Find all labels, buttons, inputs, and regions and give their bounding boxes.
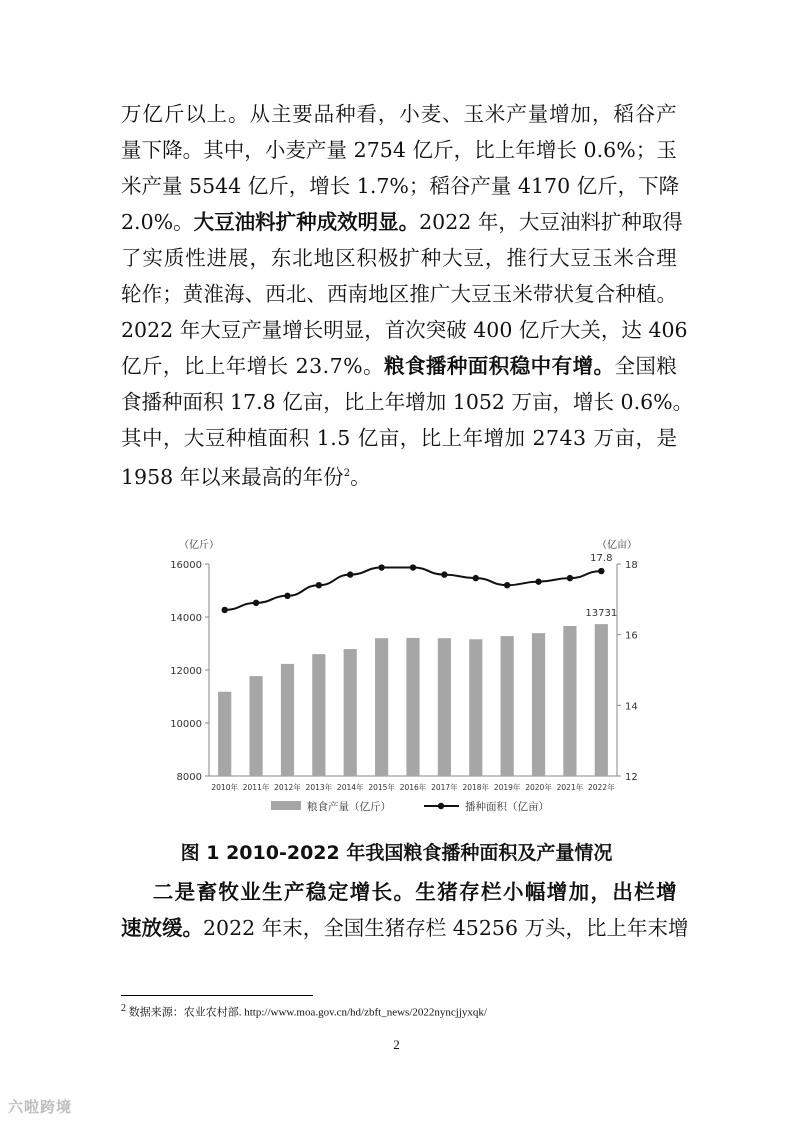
text-line: 速 放 缓 。 2 0 2 2 年 末 ， 全 国 生 猪 存 栏 4 5 2 5 6 万 头 ， 比 上 年 末 增	[121, 916, 689, 940]
grain-chart	[159, 534, 639, 834]
left-axis-unit: （亿斤）	[179, 540, 219, 551]
text-line: 万 亿 斤 以 上 。 从 主 要 品 种 看 ， 小 麦 、 玉 米 产 量 增 加 ， 稻 谷 产	[121, 102, 677, 126]
bar	[249, 676, 262, 776]
left-tick-label: 14000	[170, 613, 202, 624]
text-line: 轮 作 ； 黄 淮 海 、 西 北 、 西 南 地 区 推 广 大 豆 玉 米 带 状 复 合 种 植 。	[121, 282, 677, 306]
paragraph-text: 1958 年以来最高的年份	[121, 464, 344, 489]
x-tick-label: 2017年	[431, 783, 458, 792]
line-point	[253, 600, 259, 606]
bar	[469, 639, 482, 776]
legend-label-bar: 粮食产量（亿斤）	[307, 801, 391, 813]
right-tick-label: 18	[625, 560, 638, 571]
bar	[312, 654, 325, 776]
footnote-ref: 2	[343, 468, 351, 479]
text-line: 2 0 2 2 年 大 豆 产 量 增 长 明 显 ， 首 次 突 破 4 0 0 亿 斤 大 关 ， 达 4 0 6	[121, 318, 688, 342]
x-tick-label: 2021年	[556, 783, 584, 792]
footnote	[121, 1003, 487, 1020]
body-paragraph-1	[121, 96, 694, 456]
x-tick-label: 2012年	[274, 783, 301, 792]
legend-swatch-bar	[271, 801, 301, 810]
chart-line	[221, 564, 604, 613]
bar	[532, 633, 545, 776]
x-tick-label: 2019年	[493, 783, 521, 792]
x-tick-label: 2018年	[462, 783, 490, 792]
left-tick-label: 16000	[170, 560, 202, 571]
left-tick-label: 8000	[176, 772, 202, 783]
chart-labels	[585, 553, 617, 619]
legend-marker-line	[438, 803, 444, 809]
x-tick-label: 2011年	[242, 783, 270, 792]
right-tick-label: 16	[625, 630, 638, 642]
line-point	[598, 568, 604, 574]
line-point	[347, 571, 353, 577]
line-point	[504, 582, 510, 588]
footnote-number: 2	[121, 1003, 126, 1014]
bar	[501, 636, 514, 776]
bar	[563, 626, 576, 776]
body-paragraph-2	[121, 874, 689, 946]
watermark-logo: 六啦跨境	[8, 1098, 73, 1116]
line-point	[410, 564, 416, 570]
bar-data-label: 13731	[585, 608, 618, 620]
line-point	[473, 575, 479, 581]
right-axis-unit: （亿亩）	[597, 540, 637, 551]
bar	[438, 638, 451, 776]
x-tick-label: 2010年	[211, 783, 238, 792]
bar	[375, 638, 388, 776]
right-tick-label: 12	[625, 772, 638, 783]
page-number: 2	[393, 1037, 400, 1052]
line-point	[378, 564, 384, 570]
x-tick-label: 2014年	[336, 783, 364, 792]
right-tick-label: 14	[625, 701, 638, 713]
bar	[595, 624, 608, 776]
legend-label-line: 播种面积（亿亩）	[465, 801, 549, 813]
x-tick-label: 2015年	[368, 783, 395, 792]
bar	[344, 649, 357, 776]
text-line: 食 播 种 面 积 1 7 . 8 亿 亩 ， 比 上 年 增 加 1 0 5 2 万 亩 ， 增 长 0 . 6 % 。	[121, 390, 694, 414]
footnote-text: 数据来源：农业农村部. http://www.moa.gov.cn/hd/zbft_news/2022nyncjjyxqk/	[128, 1006, 487, 1019]
bar	[406, 638, 419, 776]
line-point	[441, 571, 447, 577]
figure-caption: 图 1 2010-2022 年我国粮食播种面积及产量情况	[180, 842, 613, 864]
full-stop: 。	[350, 464, 371, 489]
line-point	[221, 607, 227, 613]
text-line: 量 下 降 。 其 中 ， 小 麦 产 量 2 7 5 4 亿 斤 ， 比 上 年 增 长 0 . 6 % ； 玉	[121, 138, 677, 162]
text-line: 米 产 量 5 5 4 4 亿 斤 ， 增 长 1 . 7 % ； 稻 谷 产 量 4 1 7 0 亿 斤 ， 下 降	[121, 174, 680, 198]
x-tick-label: 2020年	[525, 783, 552, 792]
line-point	[284, 593, 290, 599]
left-tick-label: 12000	[170, 666, 202, 677]
body-paragraph-1-last-line	[121, 456, 677, 495]
line-point	[567, 575, 573, 581]
text-line: 其 中 ， 大 豆 种 植 面 积 1 . 5 亿 亩 ， 比 上 年 增 加 2 7 4 3 万 亩 ， 是	[121, 426, 677, 450]
text-line: 了 实 质 性 进 展 ， 东 北 地 区 积 极 扩 种 大 豆 ， 推 行 大 豆 玉 米 合 理	[121, 246, 677, 270]
text-line: 二 是 畜 牧 业 生 产 稳 定 增 长 。 生 猪 存 栏 小 幅 增 加 ， 出 栏 增	[152, 880, 677, 904]
bar	[281, 664, 294, 776]
text-line: 亿 斤 ， 比 上 年 增 长 2 3 . 7 % 。 粮 食 播 种 面 积 稳 中 有 增 。 全 国 粮	[121, 354, 677, 378]
line-data-label: 17.8	[590, 553, 613, 565]
line-point	[316, 582, 322, 588]
area-line	[225, 568, 602, 610]
footnote-divider	[121, 995, 313, 996]
chart-bars	[218, 624, 608, 776]
x-tick-label: 2022年	[588, 783, 615, 792]
left-tick-label: 10000	[170, 719, 202, 730]
bar	[218, 692, 231, 776]
x-tick-label: 2013年	[305, 783, 333, 792]
x-tick-label: 2016年	[399, 783, 427, 792]
line-point	[535, 578, 541, 584]
chart-legend	[271, 800, 549, 813]
text-line: 2 . 0 % 。 大 豆 油 料 扩 种 成 效 明 显 。 2 0 2 2 年 ， 大 豆 油 料 扩 种 取 得	[121, 210, 683, 234]
